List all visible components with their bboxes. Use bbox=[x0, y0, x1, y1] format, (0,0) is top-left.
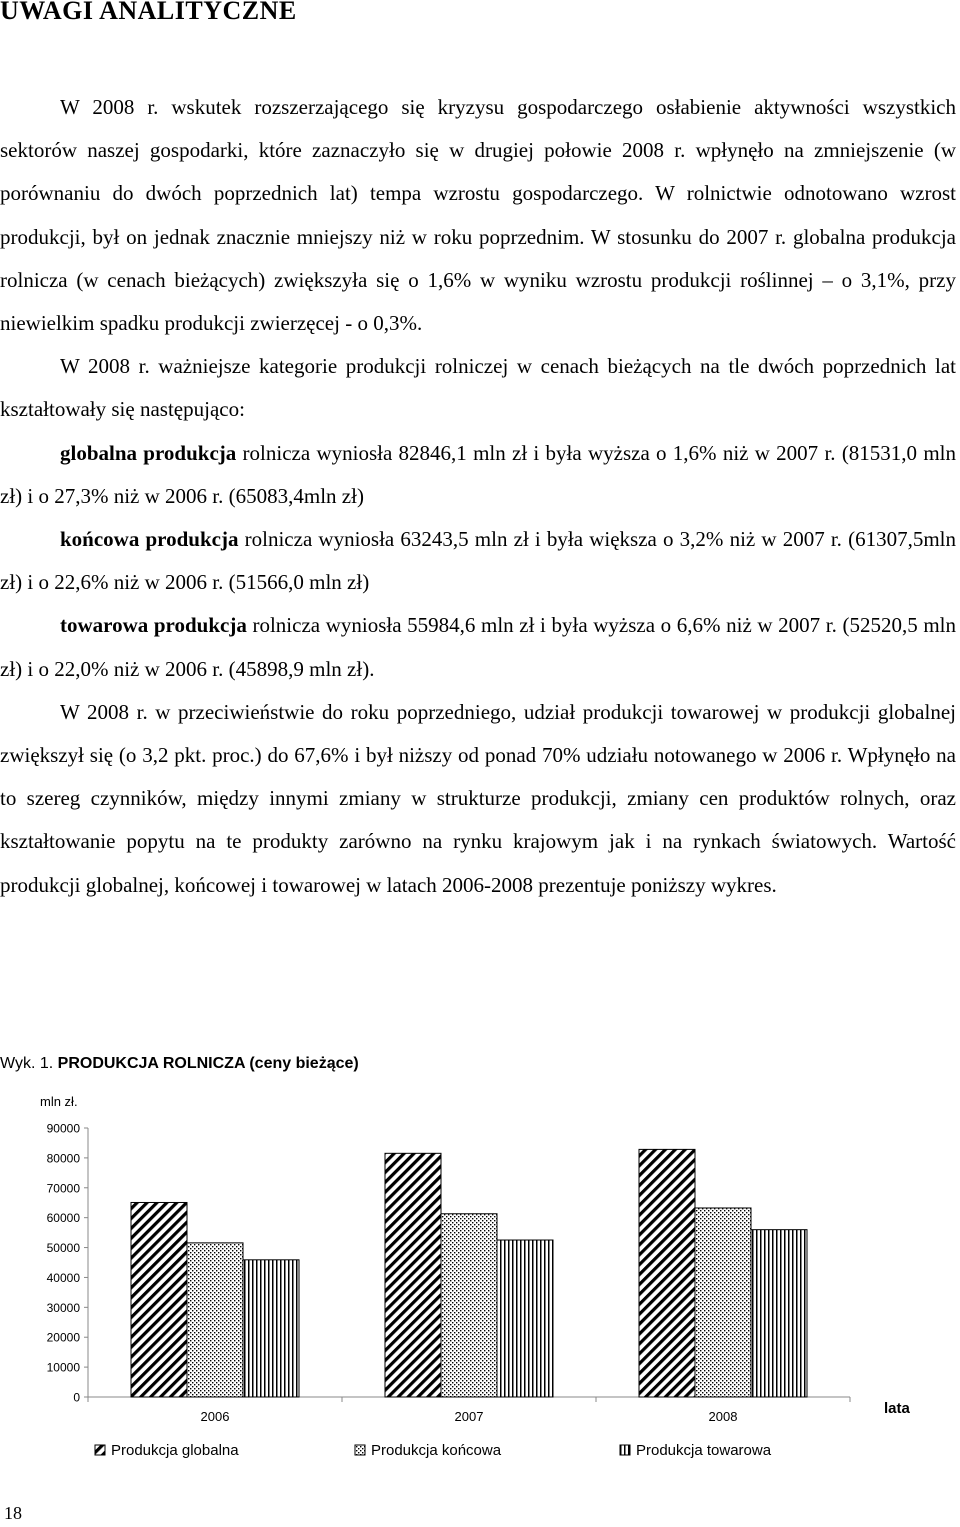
bar-market-2007 bbox=[497, 1240, 553, 1397]
legend-label: Produkcja globalna bbox=[111, 1442, 239, 1459]
body-text bbox=[0, 86, 956, 907]
paragraph-3: W 2008 r. w przeciwieństwie do roku poprzedniego, udział produkcji towarowej w produkcji globalnej zwiększył się (o 3,2 pkt. proc.) do 67,6% i był niższy od ponad 70% udziału notowanego w 2006 r. Wpłynęło na to szereg czynników, między innymi zmiany w strukturze produkcji, zmiany cen produktów rolnych, oraz kształtowanie popytu na te produkty zarówno na rynku krajowym jak i na rynkach światowych. Wartość produkcji globalnej, końcowej i towarowej w latach 2006-2008 prezentuje poniższy wykres. bbox=[0, 699, 956, 897]
list-item-market bbox=[0, 604, 956, 690]
list-item-final bbox=[0, 518, 956, 604]
bar-global-2007 bbox=[385, 1153, 441, 1397]
y-tick-label: 60000 bbox=[46, 1211, 80, 1226]
caption-title: PRODUKCJA ROLNICZA (ceny bieżące) bbox=[57, 1055, 359, 1072]
chart-caption bbox=[0, 1053, 359, 1075]
x-tick-label: 2008 bbox=[708, 1409, 738, 1424]
y-tick-label: 70000 bbox=[46, 1181, 80, 1196]
legend-label: Produkcja towarowa bbox=[636, 1442, 772, 1459]
bar-final-2006 bbox=[187, 1243, 243, 1397]
item-market-bold: towarowa produkcja bbox=[60, 613, 247, 638]
list-item-global bbox=[0, 432, 956, 518]
legend-swatch bbox=[355, 1445, 365, 1455]
y-tick-label: 0 bbox=[73, 1390, 80, 1405]
page-number: 18 bbox=[4, 1503, 22, 1523]
y-tick-label: 50000 bbox=[46, 1241, 80, 1256]
legend-label: Produkcja końcowa bbox=[371, 1442, 502, 1459]
legend-swatch bbox=[95, 1445, 105, 1455]
production-bar-chart bbox=[0, 1090, 960, 1480]
item-final-text: rolnicza wyniosła 63243,5 mln zł i była większa o 3,2% niż w 2007 r. (61307,5mln zł) i o 22,6% niż w 2006 r. (51566,0 mln zł) bbox=[0, 527, 956, 595]
x-tick-label: 2007 bbox=[454, 1409, 484, 1424]
paragraph-2: W 2008 r. ważniejsze kategorie produkcji rolniczej w cenach bieżących na tle dwóch poprzednich lat kształtowały się następująco: bbox=[0, 354, 956, 422]
caption-prefix: Wyk. 1. bbox=[0, 1055, 58, 1072]
y-tick-label: 20000 bbox=[46, 1330, 80, 1345]
y-tick-label: 40000 bbox=[46, 1270, 80, 1285]
item-final-bold: końcowa produkcja bbox=[60, 527, 239, 552]
paragraph-1: W 2008 r. wskutek rozszerzającego się kryzysu gospodarczego osłabienie aktywności wszystkich sektorów naszej gospodarki, które zaznaczyło się w drugiej połowie 2008 r. wpłynęło na zmniejszenie (w porównaniu do dwóch poprzednich lat) tempa wzrostu gospodarczego. W rolnictwie odnotowano wzrost produkcji, był on jednak znacznie mniejszy niż w roku poprzednim. W stosunku do 2007 r. globalna produkcja rolnicza (w cenach bieżących) zwiększyła się o 1,6% w wyniku wzrostu produkcji roślinnej – o 3,1%, przy niewielkim spadku produkcji zwierzęcej - o 0,3%. bbox=[0, 95, 956, 336]
bar-final-2008 bbox=[695, 1208, 751, 1397]
y-tick-label: 90000 bbox=[46, 1121, 80, 1136]
y-axis-label: mln zł. bbox=[40, 1094, 78, 1109]
legend-swatch bbox=[620, 1445, 630, 1455]
y-tick-label: 10000 bbox=[46, 1360, 80, 1375]
bar-global-2008 bbox=[639, 1149, 695, 1397]
page-heading: UWAGI ANALITYCZNE bbox=[0, 0, 297, 25]
y-tick-label: 30000 bbox=[46, 1300, 80, 1315]
bar-market-2008 bbox=[751, 1230, 807, 1397]
item-global-text: rolnicza wyniosła 82846,1 mln zł i była wyższa o 1,6% niż w 2007 r. (81531,0 mln zł) i o 27,3% niż w 2006 r. (65083,4mln zł) bbox=[0, 440, 956, 508]
bar-final-2007 bbox=[441, 1214, 497, 1397]
x-tick-label: 2006 bbox=[200, 1409, 230, 1424]
item-market-text: rolnicza wyniosła 55984,6 mln zł i była wyższa o 6,6% niż w 2007 r. (52520,5 mln zł) i o 22,0% niż w 2006 r. (45898,9 mln zł). bbox=[0, 613, 956, 681]
bar-market-2006 bbox=[243, 1260, 299, 1397]
y-tick-label: 80000 bbox=[46, 1151, 80, 1166]
item-global-bold: globalna produkcja bbox=[60, 440, 237, 465]
bar-global-2006 bbox=[131, 1202, 187, 1397]
x-axis-label: lata bbox=[884, 1400, 910, 1417]
